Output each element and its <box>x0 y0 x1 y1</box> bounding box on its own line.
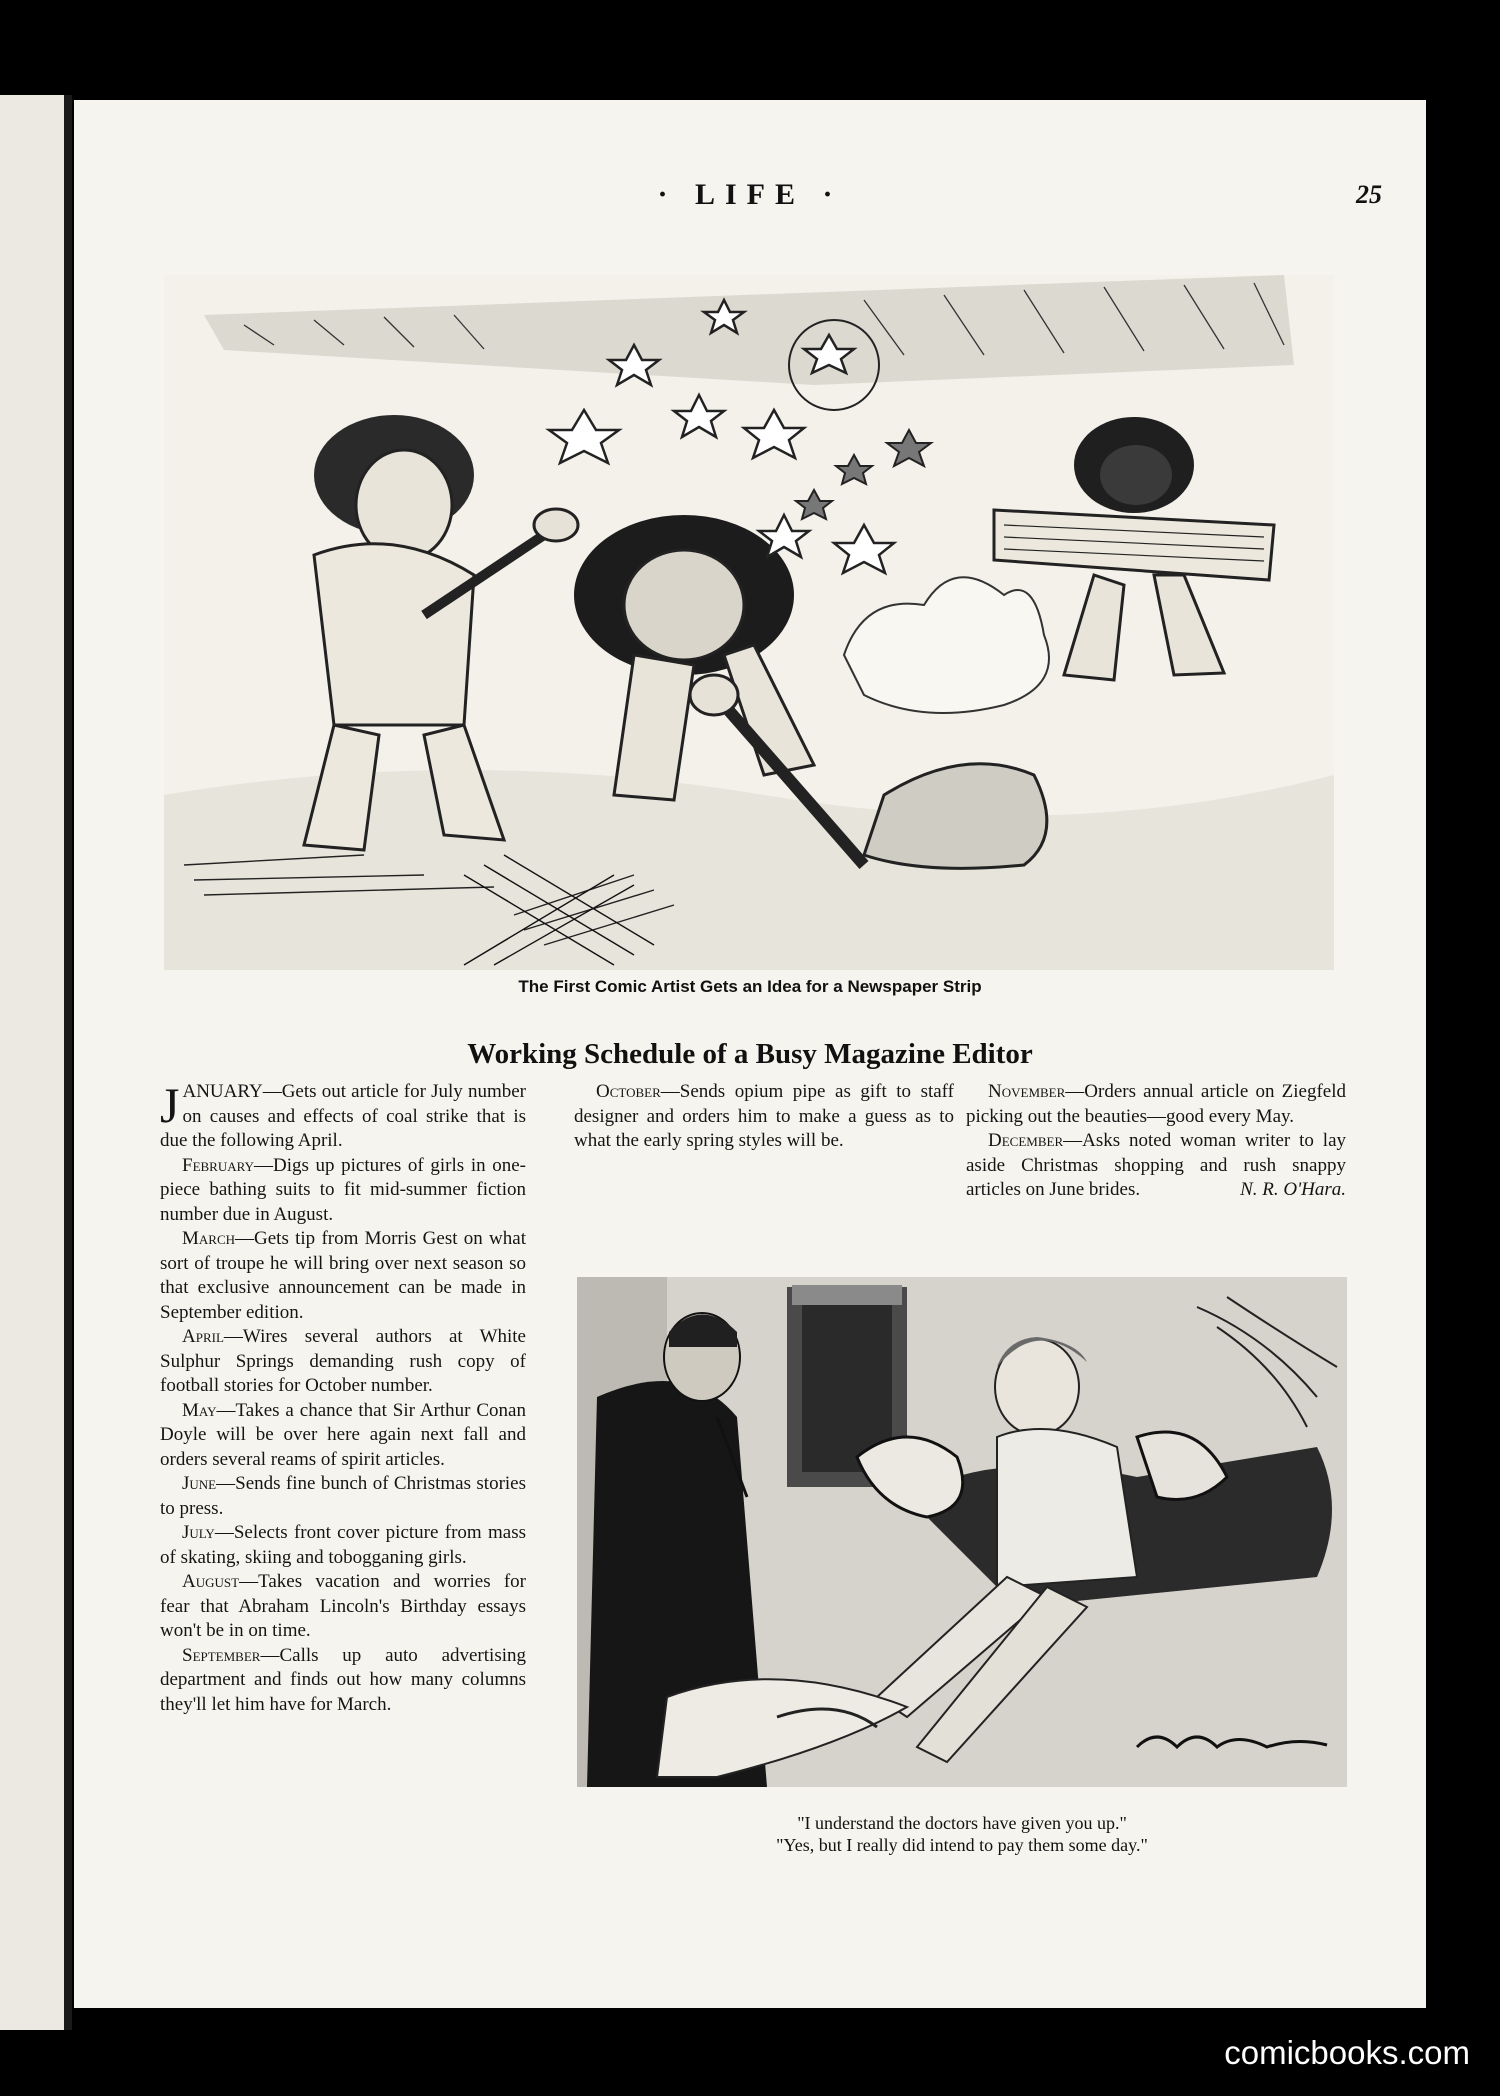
article-column-2 <box>574 1080 954 1154</box>
entry-text: —Orders annual article on Ziegfeld picking out the beauties—good every May. <box>966 1081 1346 1127</box>
entry-month: May <box>182 1399 217 1421</box>
entry-january <box>160 1077 526 1154</box>
entry-text: —Calls up auto advertising department and finds out how many columns they'll let him have for March. <box>160 1644 526 1715</box>
entry-month: July <box>182 1522 215 1543</box>
entry-text: —Sends opium pipe as gift to staff designer and orders him to make a guess as to what the early spring styles will be. <box>574 1081 954 1151</box>
entry-october <box>574 1080 954 1154</box>
article-column-1 <box>160 1077 526 1717</box>
cartoon-cavemen-drawing <box>164 275 1334 970</box>
page-number: 25 <box>1356 180 1382 209</box>
magazine-title: · LIFE · <box>657 178 843 211</box>
entry-month: April <box>182 1326 224 1347</box>
entry-month: February <box>182 1154 254 1176</box>
entry-text: —Gets out article for July number on causes and effects of coal strike that is due the following April. <box>160 1081 526 1151</box>
entry-month: September <box>182 1644 261 1666</box>
entry-month: December <box>988 1130 1064 1151</box>
entry-month: November <box>988 1081 1066 1102</box>
entry-text: —Wires several authors at White Sulphur Springs demanding rush copy of football stories for October number. <box>160 1326 526 1396</box>
entry-text: —Selects front cover picture from mass of skating, skiing and tobogganing girls. <box>160 1522 526 1568</box>
article-column-3 <box>966 1080 1346 1203</box>
top-cartoon-illustration <box>164 275 1334 970</box>
previous-page-edge <box>0 95 72 2030</box>
entry-month: June <box>182 1473 217 1494</box>
doctor-patient-drawing <box>577 1277 1347 1787</box>
entry-text: —Sends fine bunch of Christmas stories to press. <box>160 1473 526 1519</box>
bottom-cartoon-illustration <box>577 1277 1347 1787</box>
binding-spine <box>64 95 72 2030</box>
caption-line-2: "Yes, but I really did intend to pay them some day." <box>776 1835 1148 1855</box>
entry-june <box>160 1472 526 1521</box>
caption-line-1: "I understand the doctors have given you up." <box>797 1813 1127 1833</box>
bottom-cartoon-caption <box>577 1812 1347 1856</box>
entry-december <box>966 1129 1346 1203</box>
entry-text: —Digs up pictures of girls in one-piece bathing suits to fit mid-summer fiction number due in August. <box>160 1154 526 1225</box>
entry-february <box>160 1154 526 1228</box>
entry-november <box>966 1080 1346 1129</box>
entry-month: August <box>182 1571 240 1592</box>
entry-month: March <box>182 1228 236 1249</box>
top-cartoon-caption: The First Comic Artist Gets an Idea for a Newspaper Strip <box>518 977 982 996</box>
entry-august <box>160 1570 526 1644</box>
article-title: Working Schedule of a Busy Magazine Editor <box>467 1038 1033 1070</box>
author-signature: N. R. O'Hara. <box>1240 1179 1346 1200</box>
entry-text: —Gets tip from Morris Gest on what sort of troupe he will bring over next season so that exclusive announcement can be made in September edition. <box>160 1228 526 1323</box>
dropcap: J <box>160 1077 180 1133</box>
entry-text: —Asks noted woman writer to lay aside Christmas shopping and rush snappy articles on June brides. <box>966 1130 1346 1200</box>
watermark-text: comicbooks.com <box>1224 2034 1470 2071</box>
entry-text: —Takes a chance that Sir Arthur Conan Doyle will be over here again next fall and orders several reams of spirit articles. <box>160 1399 526 1470</box>
entry-march <box>160 1227 526 1325</box>
magazine-page <box>74 100 1426 2008</box>
entry-april <box>160 1325 526 1399</box>
entry-text: —Takes vacation and worries for fear that Abraham Lincoln's Birthday essays won't be in on time. <box>160 1571 526 1641</box>
entry-july <box>160 1521 526 1570</box>
entry-may <box>160 1399 526 1473</box>
entry-month: ANUARY <box>182 1081 263 1102</box>
entry-september <box>160 1644 526 1718</box>
entry-month: October <box>596 1081 661 1102</box>
